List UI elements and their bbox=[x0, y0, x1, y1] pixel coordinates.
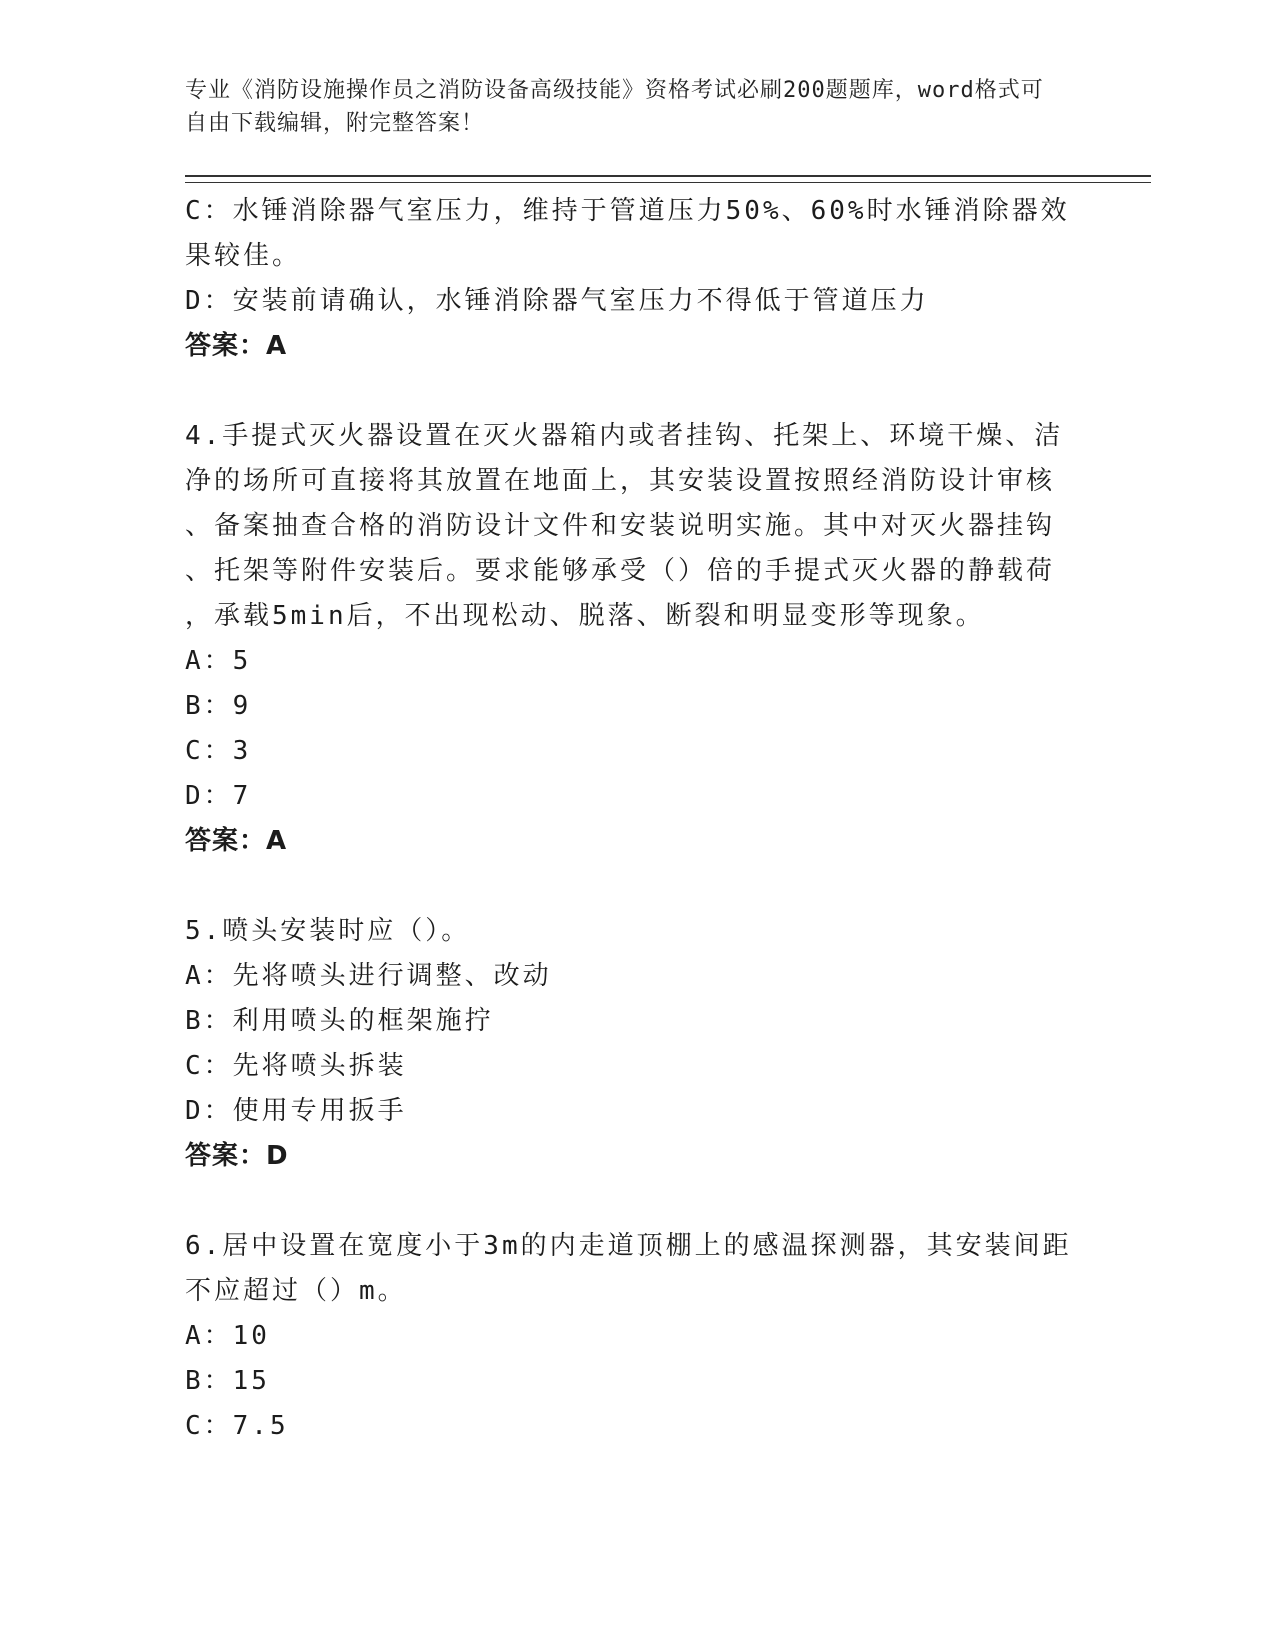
q4-option-a: A：5 bbox=[185, 646, 252, 676]
q3-answer: 答案：A bbox=[185, 331, 288, 361]
document-header: 专业《消防设施操作员之消防设备高级技能》资格考试必刷200题题库，word格式可自由下载编辑，附完整答案！ bbox=[185, 78, 1044, 136]
q4-stem-line-4: 、托架等附件安装后。要求能够承受（）倍的手提式灭火器的静载荷 bbox=[185, 556, 1056, 586]
q4-option-b: B：9 bbox=[185, 691, 252, 721]
q3-option-d: D：安装前请确认，水锤消除器气室压力不得低于管道压力 bbox=[185, 286, 929, 316]
q5-option-c: C：先将喷头拆装 bbox=[185, 1051, 407, 1081]
q6-option-a: A：10 bbox=[185, 1321, 270, 1351]
q4-stem-line-3: 、备案抽查合格的消防设计文件和安装说明实施。其中对灭火器挂钩 bbox=[185, 511, 1056, 541]
q6-option-c: C：7.5 bbox=[185, 1411, 289, 1441]
question-6 bbox=[185, 1224, 1085, 1449]
q5-option-b: B：利用喷头的框架施拧 bbox=[185, 1006, 494, 1036]
q4-stem-line-1: 4.手提式灭火器设置在灭火器箱内或者挂钩、托架上、环境干燥、洁 bbox=[185, 421, 1064, 451]
question-content bbox=[185, 189, 1085, 1449]
header-divider bbox=[185, 175, 1151, 183]
question-5 bbox=[185, 909, 1085, 1179]
question-3-remainder bbox=[185, 189, 1085, 369]
q6-option-b: B：15 bbox=[185, 1366, 270, 1396]
q4-stem-line-2: 净的场所可直接将其放置在地面上，其安装设置按照经消防设计审核 bbox=[185, 466, 1056, 496]
q5-stem: 5.喷头安装时应（）。 bbox=[185, 916, 471, 946]
q4-option-d: D：7 bbox=[185, 781, 252, 811]
q5-option-d: D：使用专用扳手 bbox=[185, 1096, 407, 1126]
q4-option-c: C：3 bbox=[185, 736, 252, 766]
q3-option-c: C：水锤消除器气室压力，维持于管道压力50%、60%时水锤消除器效果较佳。 bbox=[185, 196, 1070, 271]
q6-stem: 6.居中设置在宽度小于3m的内走道顶棚上的感温探测器，其安装间距不应超过（）m。 bbox=[185, 1231, 1072, 1306]
q4-answer: 答案：A bbox=[185, 826, 288, 856]
q5-option-a: A：先将喷头进行调整、改动 bbox=[185, 961, 552, 991]
q5-answer: 答案：D bbox=[185, 1141, 289, 1171]
question-4 bbox=[185, 414, 1085, 864]
q4-stem-line-5: ，承载5min后，不出现松动、脱落、断裂和明显变形等现象。 bbox=[185, 601, 985, 631]
